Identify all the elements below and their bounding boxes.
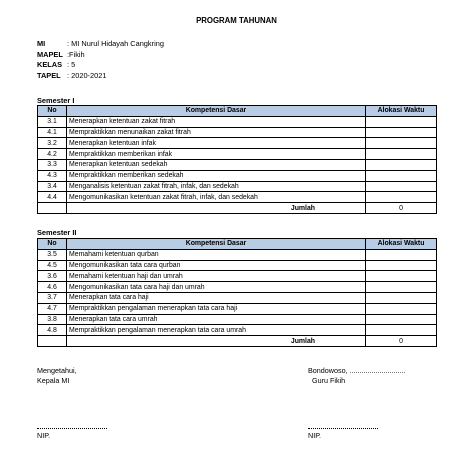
row-no: 3.5 bbox=[38, 249, 67, 260]
row-no: 4.3 bbox=[38, 170, 67, 181]
table-row bbox=[38, 159, 437, 170]
row-kd: Mempraktikkan menunaikan zakat fitrah bbox=[67, 127, 366, 138]
signature-left-nip: NIP. bbox=[37, 431, 51, 440]
table-row bbox=[38, 170, 437, 181]
row-no: 3.8 bbox=[38, 314, 67, 325]
total-empty bbox=[38, 203, 67, 214]
table-total-row bbox=[38, 336, 437, 347]
semester-2-title: Semester II bbox=[37, 228, 77, 237]
signature-left-line bbox=[37, 428, 107, 429]
total-value: 0 bbox=[366, 203, 437, 214]
row-no: 4.1 bbox=[38, 127, 67, 138]
semester-1-table bbox=[37, 105, 437, 214]
total-empty bbox=[38, 336, 67, 347]
row-alokasi bbox=[366, 282, 437, 293]
table-total-row bbox=[38, 203, 437, 214]
table-row bbox=[38, 181, 437, 192]
row-kd: Mengomunikasikan tata cara haji dan umrah bbox=[67, 282, 366, 293]
table-row bbox=[38, 127, 437, 138]
info-key: KELAS bbox=[37, 60, 63, 69]
row-no: 3.7 bbox=[38, 292, 67, 303]
table-header-row bbox=[38, 106, 437, 117]
row-alokasi bbox=[366, 116, 437, 127]
table-row bbox=[38, 292, 437, 303]
info-value: :Fikih bbox=[67, 49, 85, 59]
row-kd: Mengomunikasikan ketentuan zakat fitrah, infak, dan sedekah bbox=[67, 192, 366, 203]
row-kd: Menerapkan tata cara haji bbox=[67, 292, 366, 303]
column-header-no: No bbox=[38, 239, 67, 250]
row-alokasi bbox=[366, 325, 437, 336]
semester-1-title: Semester I bbox=[37, 96, 75, 105]
semester-2-table bbox=[37, 238, 437, 347]
signature-left bbox=[37, 366, 77, 386]
row-alokasi bbox=[366, 249, 437, 260]
column-header-alokasi: Alokasi Waktu bbox=[366, 239, 437, 250]
row-kd: Memahami ketentuan qurban bbox=[67, 249, 366, 260]
row-kd: Mempraktikkan memberikan sedekah bbox=[67, 170, 366, 181]
signature-left-line2: Kepala MI bbox=[37, 376, 70, 385]
signature-right-nip: NIP. bbox=[308, 431, 322, 440]
row-kd: Memahami ketentuan haji dan umrah bbox=[67, 271, 366, 282]
row-kd: Mempraktikkan pengalaman menerapkan tata cara haji bbox=[67, 303, 366, 314]
row-alokasi bbox=[366, 170, 437, 181]
row-no: 4.4 bbox=[38, 192, 67, 203]
row-kd: Mengomunikasikan tata cara qurban bbox=[67, 260, 366, 271]
table-header-row bbox=[38, 239, 437, 250]
table-row bbox=[38, 249, 437, 260]
column-header-alokasi: Alokasi Waktu bbox=[366, 106, 437, 117]
info-key: MI bbox=[37, 39, 46, 48]
signature-right-line1: Bondowoso, ............................ bbox=[308, 366, 406, 375]
info-block bbox=[37, 39, 164, 81]
row-alokasi bbox=[366, 159, 437, 170]
row-no: 3.2 bbox=[38, 138, 67, 149]
column-header-no: No bbox=[38, 106, 67, 117]
info-row-mi bbox=[37, 39, 164, 50]
info-row-kelas bbox=[37, 60, 164, 71]
row-alokasi bbox=[366, 292, 437, 303]
signature-right bbox=[308, 366, 405, 386]
row-no: 3.3 bbox=[38, 159, 67, 170]
row-no: 4.8 bbox=[38, 325, 67, 336]
table-row bbox=[38, 116, 437, 127]
table-row bbox=[38, 271, 437, 282]
row-alokasi bbox=[366, 127, 437, 138]
table-row bbox=[38, 260, 437, 271]
table-row bbox=[38, 138, 437, 149]
row-no: 4.2 bbox=[38, 149, 67, 160]
info-value: : 2020-2021 bbox=[67, 70, 107, 80]
total-label: Jumlah bbox=[67, 203, 366, 214]
row-kd: Menerapkan tata cara umrah bbox=[67, 314, 366, 325]
table-row bbox=[38, 192, 437, 203]
signature-left-line1: Mengetahui, bbox=[37, 366, 77, 375]
signature-right-line2: Guru Fikih bbox=[312, 376, 346, 385]
row-kd: Menerapkan ketentuan sedekah bbox=[67, 159, 366, 170]
column-header-kd: Kompetensi Dasar bbox=[67, 239, 366, 250]
signature-right-line bbox=[308, 428, 378, 429]
table-row bbox=[38, 149, 437, 160]
table-row bbox=[38, 282, 437, 293]
row-alokasi bbox=[366, 181, 437, 192]
row-kd: Mempraktikkan memberikan infak bbox=[67, 149, 366, 160]
table-row bbox=[38, 303, 437, 314]
row-alokasi bbox=[366, 314, 437, 325]
row-no: 3.1 bbox=[38, 116, 67, 127]
table-row bbox=[38, 314, 437, 325]
row-kd: Menerapkan ketentuan infak bbox=[67, 138, 366, 149]
row-no: 3.6 bbox=[38, 271, 67, 282]
row-alokasi bbox=[366, 192, 437, 203]
table-row bbox=[38, 325, 437, 336]
row-alokasi bbox=[366, 271, 437, 282]
row-alokasi bbox=[366, 138, 437, 149]
info-value: : MI Nurul Hidayah Cangkring bbox=[67, 39, 164, 48]
row-no: 4.6 bbox=[38, 282, 67, 293]
row-alokasi bbox=[366, 260, 437, 271]
row-kd: Menganalisis ketentuan zakat fitrah, infak, dan sedekah bbox=[67, 181, 366, 192]
row-alokasi bbox=[366, 149, 437, 160]
total-value: 0 bbox=[366, 336, 437, 347]
row-no: 3.4 bbox=[38, 181, 67, 192]
info-row-mapel bbox=[37, 50, 164, 61]
row-kd: Menerapkan ketentuan zakat fitrah bbox=[67, 116, 366, 127]
info-key: TAPEL bbox=[37, 70, 61, 80]
total-label: Jumlah bbox=[67, 336, 366, 347]
info-key: MAPEL bbox=[37, 49, 63, 59]
row-alokasi bbox=[366, 303, 437, 314]
column-header-kd: Kompetensi Dasar bbox=[67, 106, 366, 117]
page-title: PROGRAM TAHUNAN bbox=[196, 16, 277, 25]
row-no: 4.7 bbox=[38, 303, 67, 314]
info-value: : 5 bbox=[67, 60, 76, 69]
row-no: 4.5 bbox=[38, 260, 67, 271]
info-row-tapel bbox=[37, 71, 164, 82]
row-kd: Mempraktikkan pengalaman menerapkan tata cara umrah bbox=[67, 325, 366, 336]
